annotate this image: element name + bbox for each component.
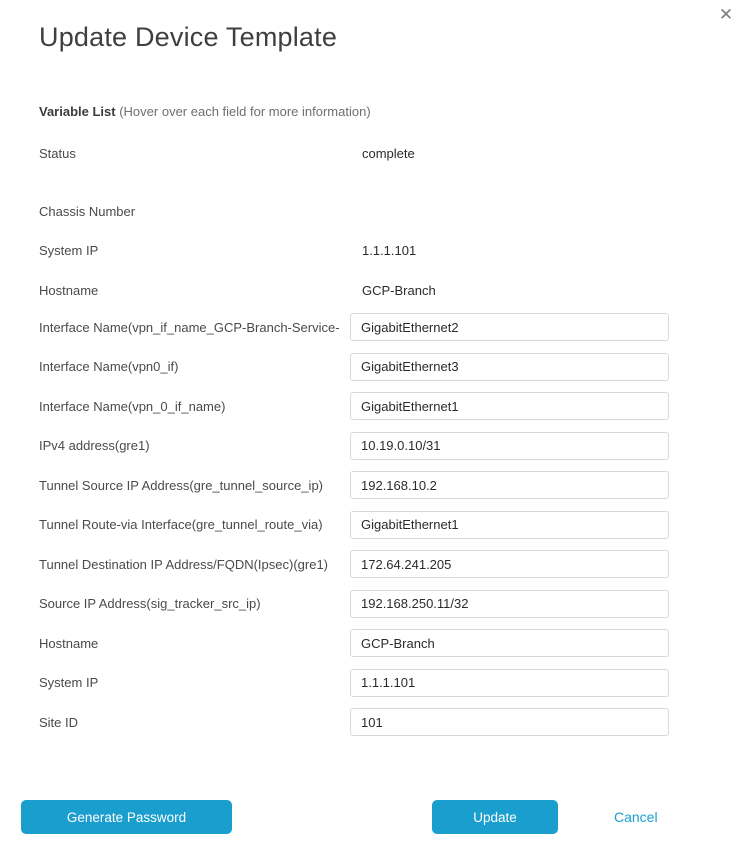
field-label-tunnel-destination-ip: Tunnel Destination IP Address/FQDN(Ipsec)(gre1) xyxy=(39,556,329,572)
interface-name-vpn-if-name-input[interactable] xyxy=(350,313,669,341)
source-ip-sig-tracker-input[interactable] xyxy=(350,590,669,618)
variable-input-list xyxy=(39,313,669,736)
page-title: Update Device Template xyxy=(39,22,338,52)
row-hostname xyxy=(39,280,669,300)
field-label-interface-name-vpn-if-name: Interface Name(vpn_if_name_GCP-Branch-Service- xyxy=(39,319,340,335)
field-label-chassis-number: Chassis Number xyxy=(39,203,136,219)
cancel-button[interactable]: Cancel xyxy=(614,809,658,825)
row-ipv4-address-gre1 xyxy=(39,432,669,460)
variable-list-title: Variable List xyxy=(39,104,116,119)
interface-name-vpn0-if-input[interactable] xyxy=(350,353,669,381)
row-source-ip-sig-tracker xyxy=(39,590,669,618)
field-label-interface-name-vpn-0-if-name: Interface Name(vpn_0_if_name) xyxy=(39,398,226,414)
field-label-tunnel-route-via-interface: Tunnel Route-via Interface(gre_tunnel_route_via) xyxy=(39,517,323,532)
field-label-site-id: Site ID xyxy=(39,714,79,730)
row-interface-name-vpn0-if xyxy=(39,353,669,381)
row-interface-name-vpn-if-name xyxy=(39,313,669,341)
system-ip-input[interactable] xyxy=(350,669,669,697)
field-label-system-ip-editable: System IP xyxy=(39,675,99,690)
tunnel-route-via-interface-input[interactable] xyxy=(350,511,669,539)
row-system-ip xyxy=(39,240,669,260)
row-tunnel-route-via-interface xyxy=(39,511,669,539)
close-button[interactable] xyxy=(715,4,737,26)
tunnel-destination-ip-input[interactable] xyxy=(350,550,669,578)
row-status xyxy=(39,143,669,163)
generate-password-button[interactable]: Generate Password xyxy=(21,800,232,834)
hostname-input[interactable] xyxy=(350,629,669,657)
field-label-interface-name-vpn0-if: Interface Name(vpn0_if) xyxy=(39,359,179,374)
field-value-system-ip: 1.1.1.101 xyxy=(362,242,417,258)
dialog-footer xyxy=(0,800,752,834)
field-label-hostname: Hostname xyxy=(39,282,99,298)
tunnel-source-ip-input[interactable] xyxy=(350,471,669,499)
variable-list-hint: (Hover over each field for more information) xyxy=(119,104,371,119)
row-tunnel-destination-ip xyxy=(39,550,669,578)
close-icon: ✕ xyxy=(718,5,734,24)
site-id-input[interactable] xyxy=(350,708,669,736)
field-label-ipv4-address-gre1: IPv4 address(gre1) xyxy=(39,438,150,453)
interface-name-vpn-0-if-name-input[interactable] xyxy=(350,392,669,420)
row-tunnel-source-ip xyxy=(39,471,669,499)
row-system-ip-editable xyxy=(39,669,669,697)
field-label-hostname-editable: Hostname xyxy=(39,635,99,651)
row-interface-name-vpn-0-if-name xyxy=(39,392,669,420)
variable-list-heading xyxy=(39,103,669,120)
field-value-hostname: GCP-Branch xyxy=(362,282,436,298)
update-button[interactable]: Update xyxy=(432,800,558,834)
field-label-source-ip-sig-tracker: Source IP Address(sig_tracker_src_ip) xyxy=(39,596,261,611)
ipv4-address-gre1-input[interactable] xyxy=(350,432,669,460)
field-label-status: Status xyxy=(39,145,76,161)
row-site-id xyxy=(39,708,669,736)
row-chassis-number xyxy=(39,201,669,221)
field-value-status: complete xyxy=(362,145,415,161)
field-label-tunnel-source-ip: Tunnel Source IP Address(gre_tunnel_source_ip) xyxy=(39,477,324,493)
row-hostname-editable xyxy=(39,629,669,657)
field-label-system-ip: System IP xyxy=(39,242,99,258)
